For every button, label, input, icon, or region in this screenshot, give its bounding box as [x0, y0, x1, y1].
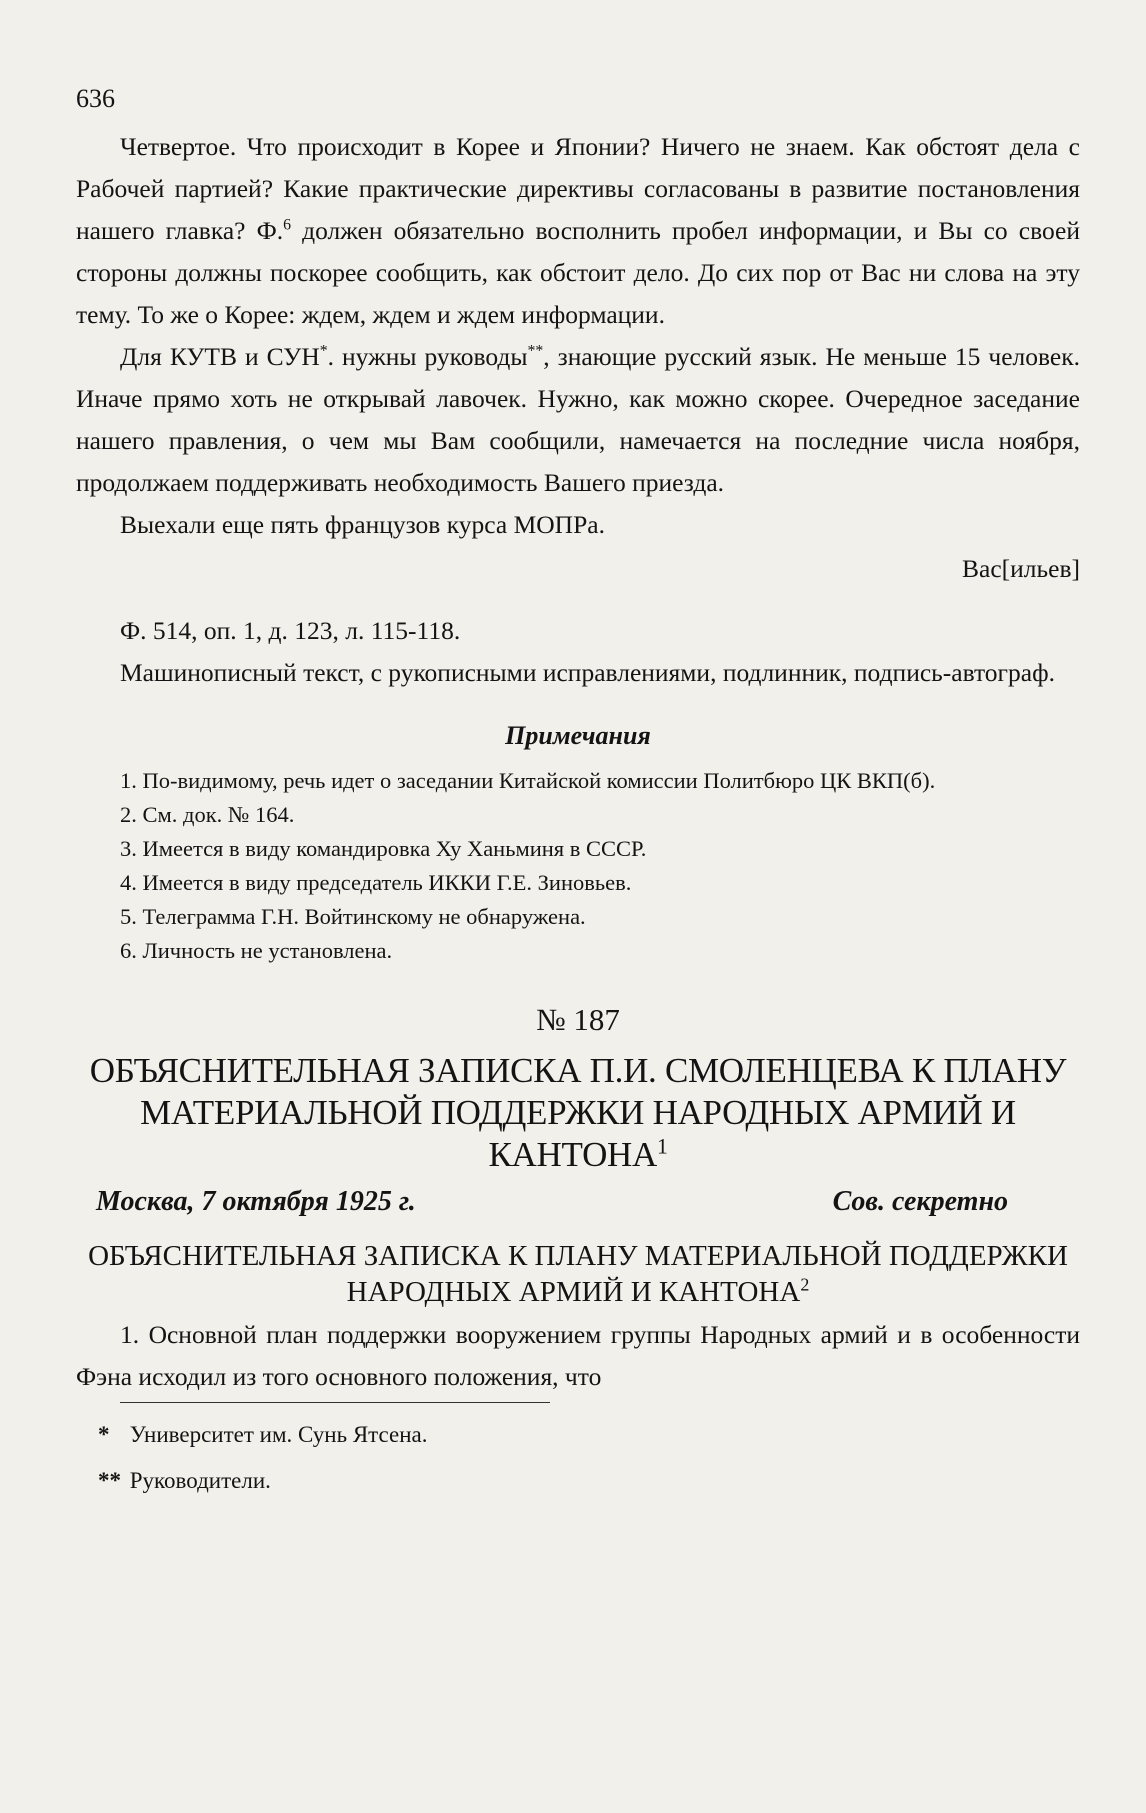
- note-item: 3. Имеется в виду командировка Ху Ханьминя в СССР.: [120, 836, 647, 861]
- document-meta: [76, 1180, 1080, 1224]
- signature: Вас[ильев]: [962, 554, 1080, 583]
- note-item: 6. Личность не установлена.: [120, 938, 393, 963]
- paragraph-text: . нужны руководы: [327, 342, 528, 371]
- document-subtitle-text: ОБЪЯСНИТЕЛЬНАЯ ЗАПИСКА К ПЛАНУ МАТЕРИАЛЬНОЙ ПОДДЕРЖКИ НАРОДНЫХ АРМИЙ И КАНТОНА: [88, 1240, 1068, 1308]
- document-title-text: ОБЪЯСНИТЕЛЬНАЯ ЗАПИСКА П.И. СМОЛЕНЦЕВА К ПЛАНУ МАТЕРИАЛЬНОЙ ПОДДЕРЖКИ НАРОДНЫХ АРМИЙ И КАНТОНА: [89, 1051, 1067, 1174]
- paragraph-text: должен обязательно восполнить пробел информации, и Вы со своей стороны должны поскорее сообщить, как обстоит дело. До сих пор от Вас ни слова на эту тему. То же о Корее: ждем, ждем и ждем информации.: [76, 216, 1080, 329]
- paragraph-text: Четвертое. Что происходит в Корее и Японии? Ничего не знаем. Как обстоят дела с Рабочей партией? Какие практические директивы согласованы в развитие постановления нашего главка? Ф.: [76, 132, 1080, 245]
- paragraph-plan: 1. Основной план поддержки вооружением группы Народных армий и в особенности Фэна исходил из того основного положения, что: [76, 1320, 1080, 1391]
- note-ref: 6: [283, 216, 292, 234]
- paragraph-korea-japan: [76, 126, 1080, 336]
- place-date: Москва, 7 октября 1925 г.: [96, 1186, 416, 1217]
- footnote-ref: **: [527, 342, 544, 360]
- classification: Сов. секретно: [832, 1186, 1008, 1217]
- paragraph-french: Выехали еще пять французов курса МОПРа.: [120, 510, 605, 539]
- footnote-text: Университет им. Сунь Ятсена.: [129, 1422, 428, 1447]
- footnote: [98, 1463, 1080, 1499]
- note-item: 4. Имеется в виду председатель ИККИ Г.Е. Зиновьев.: [120, 870, 632, 895]
- note-ref: 1: [657, 1134, 668, 1159]
- note-ref: 2: [800, 1274, 810, 1295]
- note-item: 2. См. док. № 164.: [120, 802, 295, 827]
- paragraph-text: Для КУТВ и СУН: [120, 342, 320, 371]
- footnote-mark: **: [98, 1468, 121, 1493]
- note-item: 5. Телеграмма Г.Н. Войтинскому не обнаружена.: [120, 904, 586, 929]
- archive-note: Машинописный текст, с рукописными исправлениями, подлинник, подпись-автограф.: [120, 658, 1055, 687]
- page-body: [76, 126, 1080, 1499]
- footnote-text: Руководители.: [129, 1468, 271, 1493]
- footnote-ref: *: [319, 342, 328, 360]
- archive-reference: Ф. 514, оп. 1, д. 123, л. 115-118.: [120, 616, 461, 645]
- footnote: [98, 1417, 1080, 1453]
- footnote-divider: [120, 1402, 550, 1403]
- footnote-mark: *: [98, 1422, 110, 1447]
- notes-heading: Примечания: [505, 721, 651, 750]
- notes-list: [76, 764, 1080, 968]
- page-number: 636: [76, 84, 115, 113]
- paragraph-text: , знающие русский язык. Не меньше 15 человек. Иначе прямо хоть не открывай лавочек. Нужно, как можно скорее. Очередное заседание нашего правления, о чем мы Вам сообщили, намечается на последние числа ноября, продолжаем поддерживать необходимость Вашего приезда.: [76, 342, 1080, 497]
- document-title: [76, 1050, 1080, 1176]
- paragraph-kutv: [76, 336, 1080, 504]
- note-item: 1. По-видимому, речь идет о заседании Китайской комиссии Политбюро ЦК ВКП(б).: [120, 768, 936, 793]
- document-subtitle: [76, 1238, 1080, 1310]
- document-number: № 187: [536, 1002, 620, 1037]
